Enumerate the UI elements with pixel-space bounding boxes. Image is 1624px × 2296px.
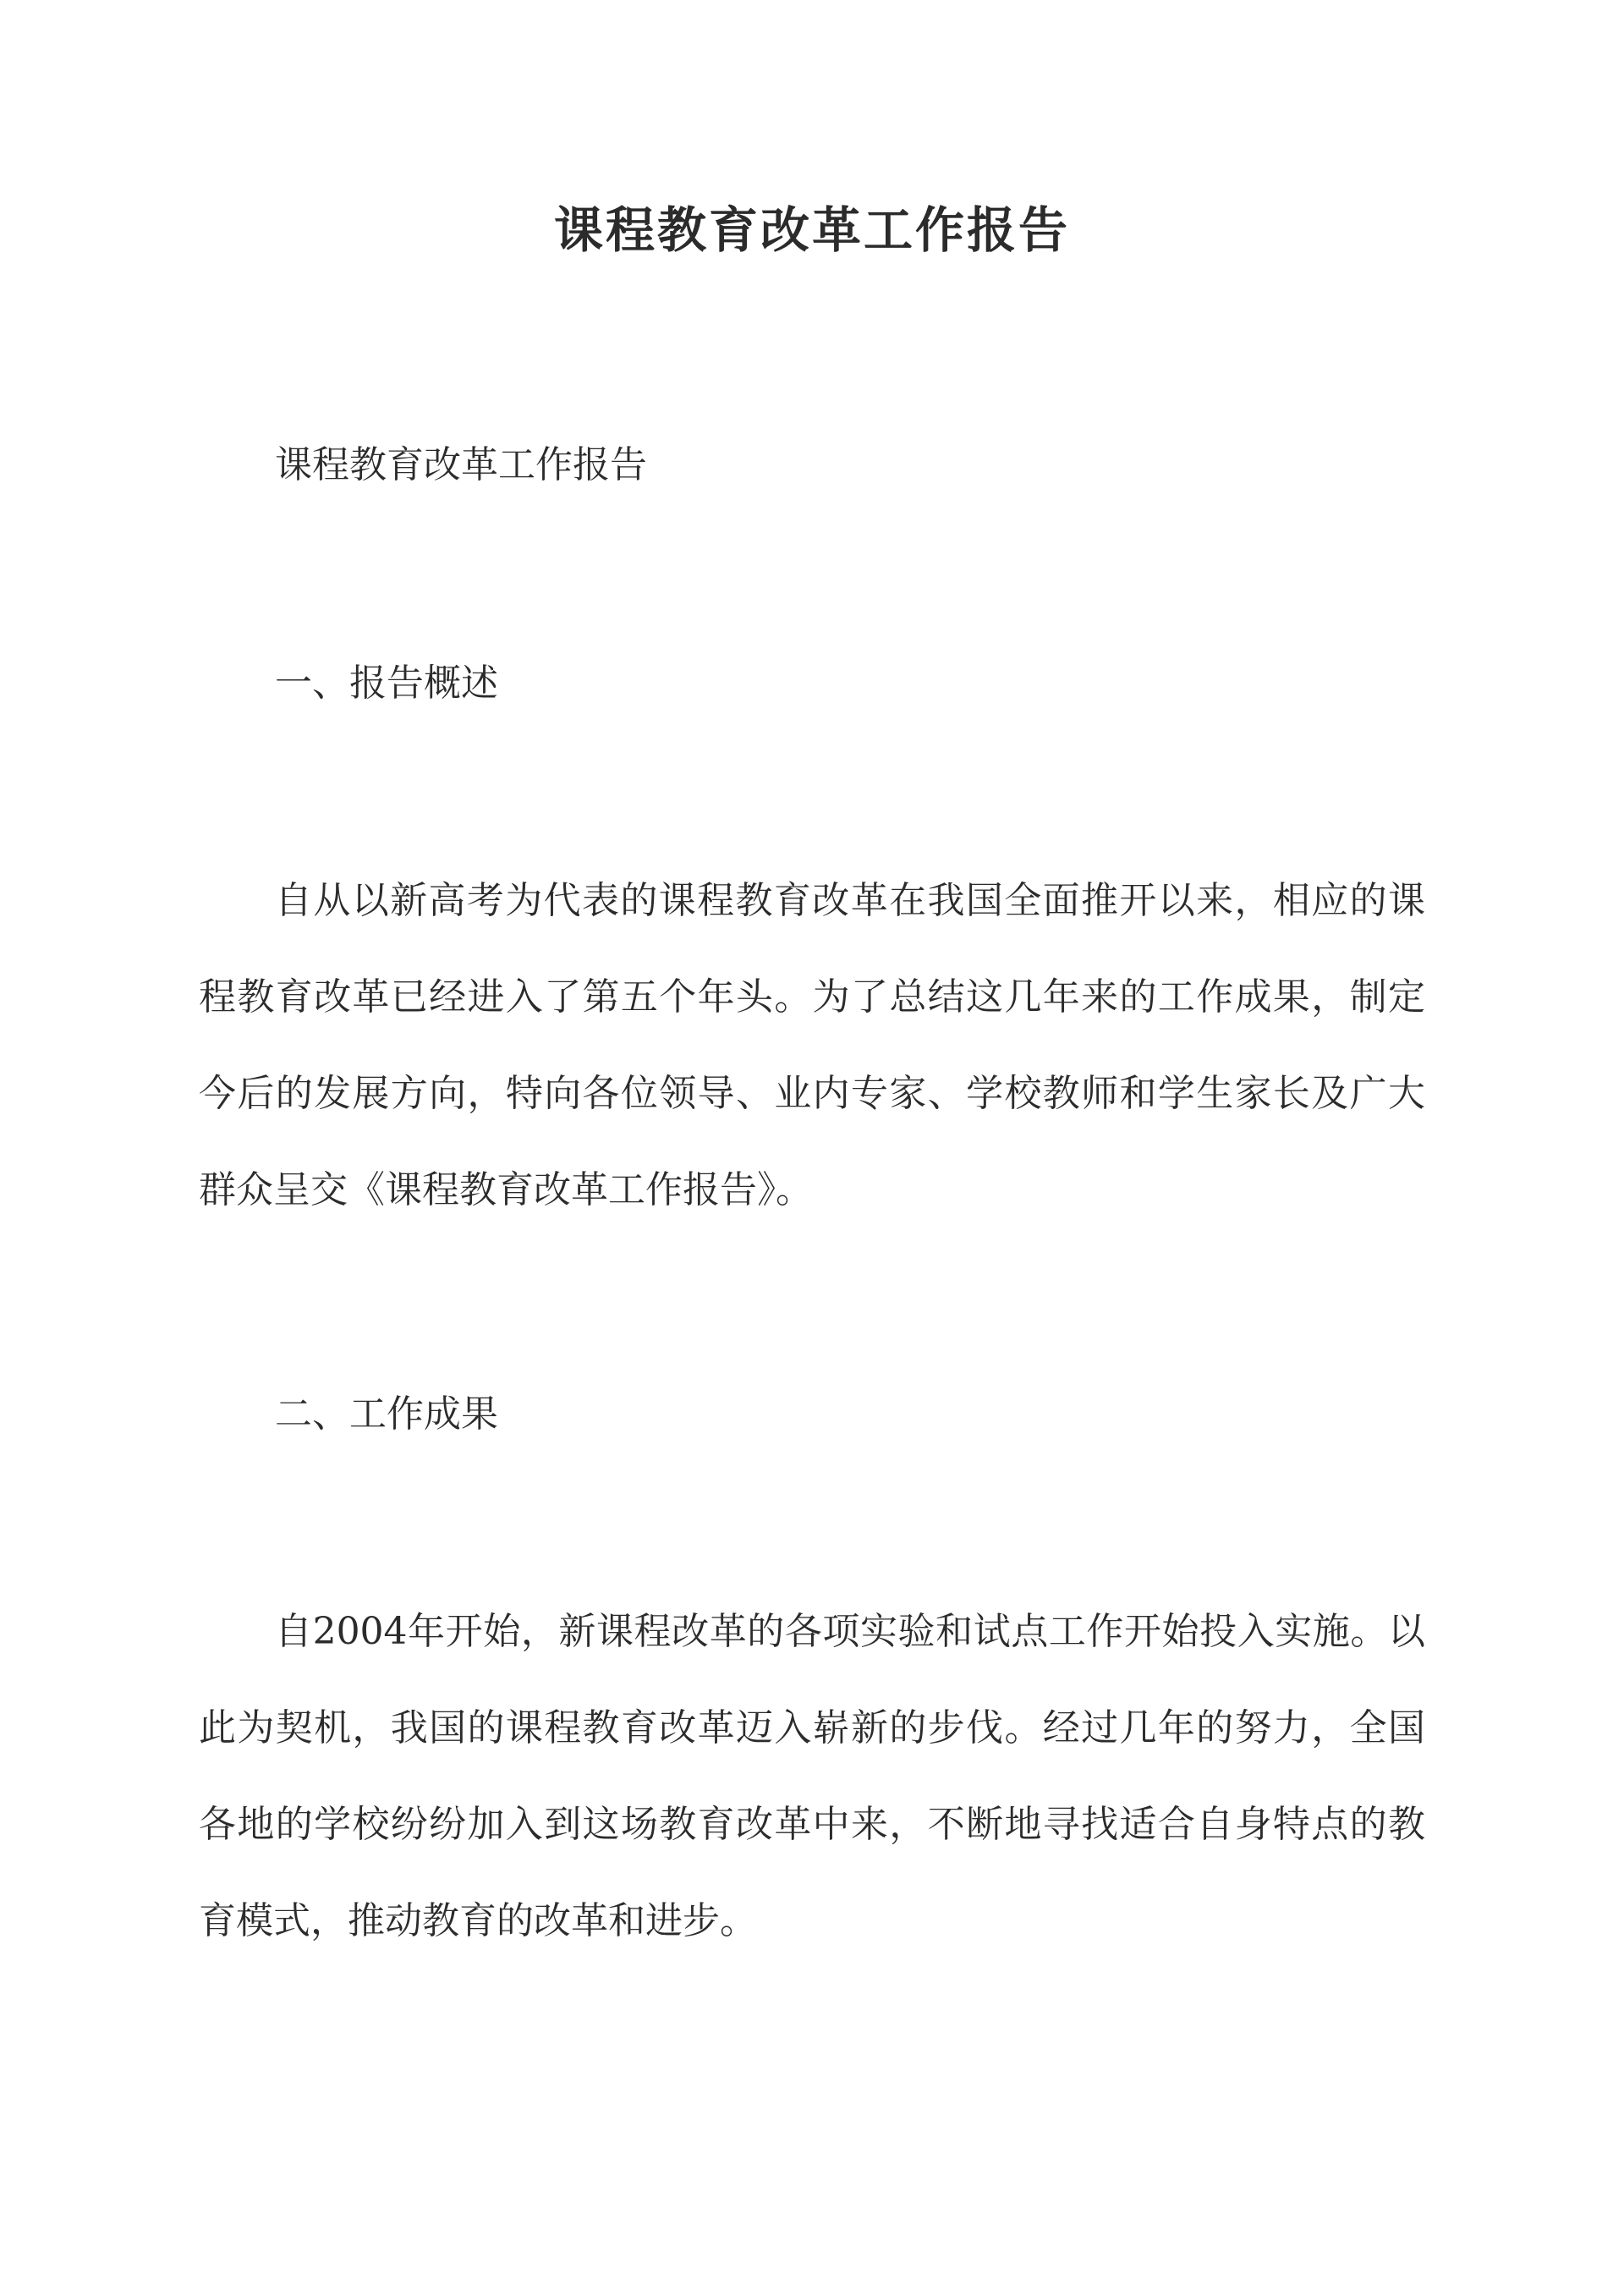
section-heading-overview: 一、报告概述 [275,662,498,705]
section-paragraph-results: 自2004年开始，新课程改革的各项实验和试点工作开始投入实施。以此为契机，我国的课程教育改革迈入崭新的步伐。经过几年的努力，全国各地的学校纷纷加入到这场教育改革中来，不断地寻找适合自身特点的教育模式，推动教育的改革和进步。 [199,1610,1425,1942]
section-heading-results: 二、工作成果 [275,1392,498,1436]
document-subtitle: 课程教育改革工作报告 [275,443,647,486]
section-paragraph-overview: 自从以新高考为代表的课程教育改革在我国全面推开以来，相应的课程教育改革已经进入了第五个年头。为了总结这几年来的工作成果，制定今后的发展方向，特向各位领导、业内专家、学校教师和学生家长及广大群众呈交《课程教育改革工作报告》。 [199,879,1425,1211]
document-title: 课程教育改革工作报告 [553,201,1070,259]
